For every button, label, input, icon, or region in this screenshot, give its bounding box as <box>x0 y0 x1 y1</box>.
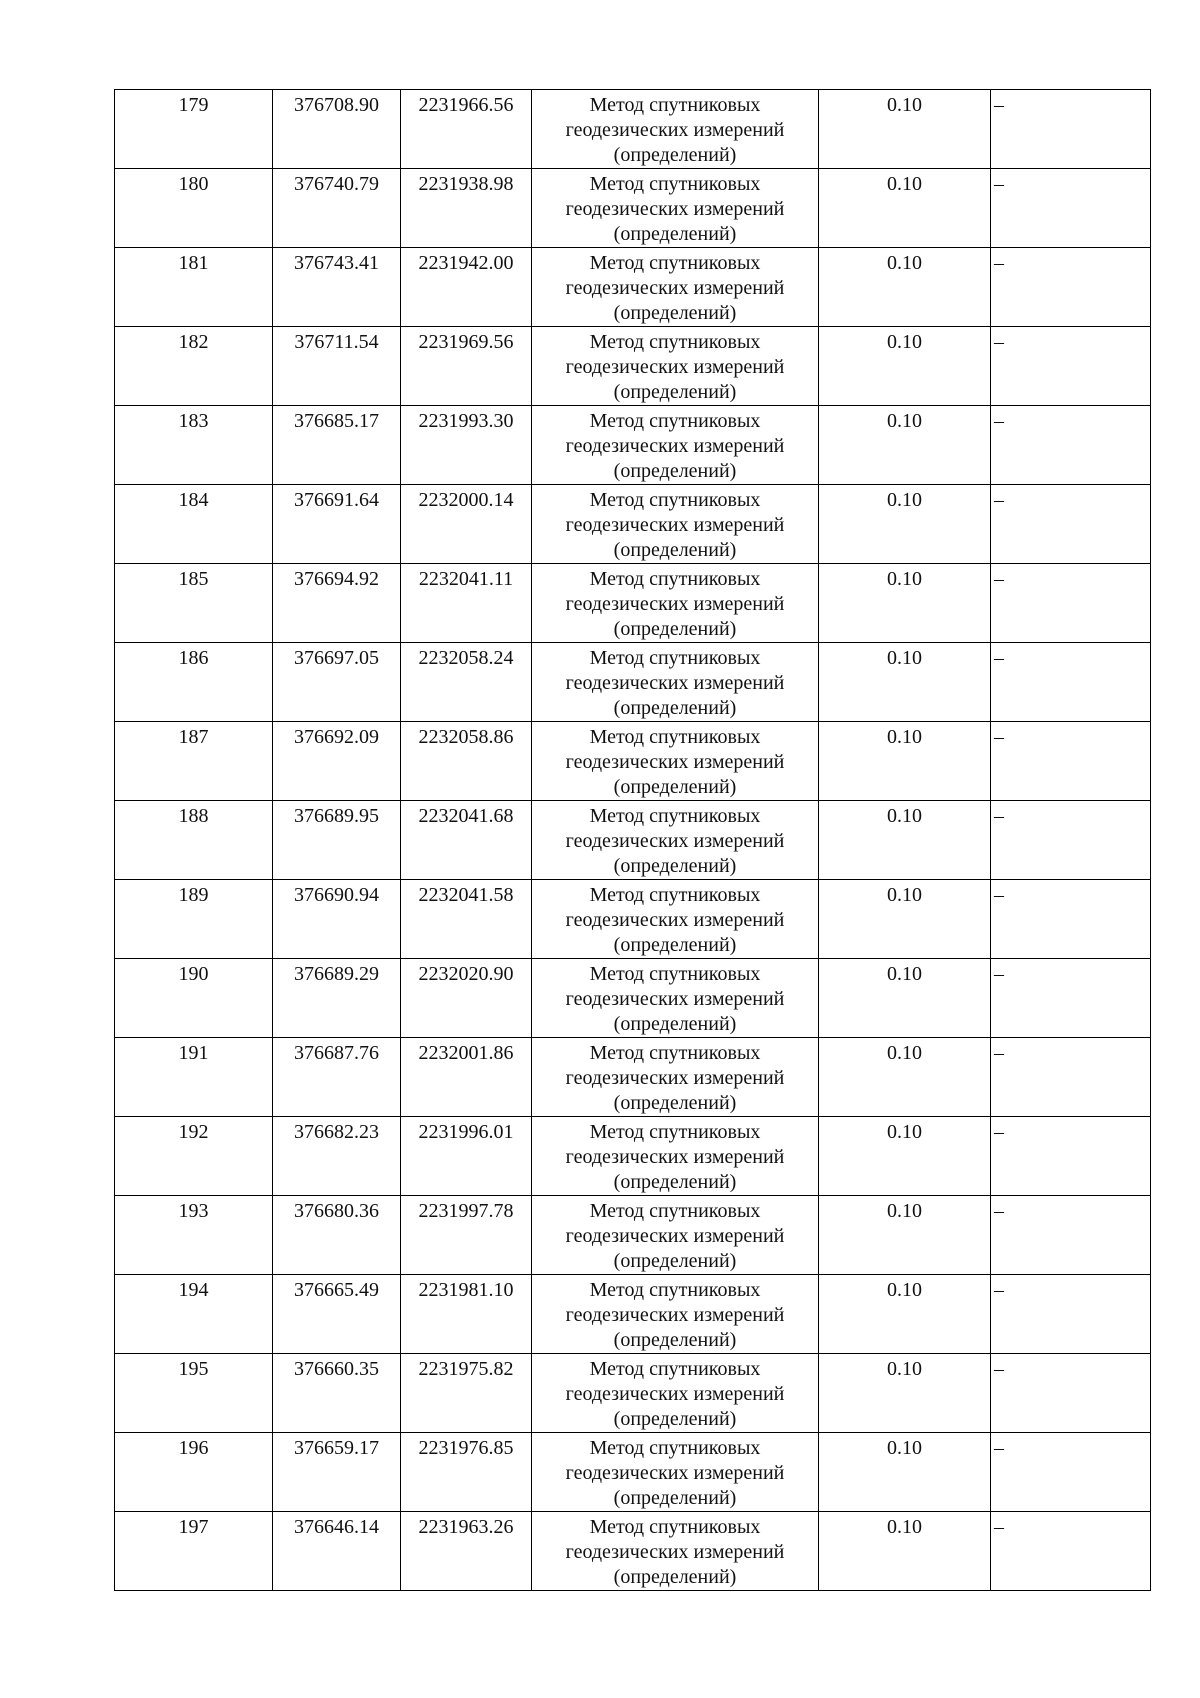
accuracy-cell: 0.10 <box>819 1354 991 1433</box>
accuracy-cell: 0.10 <box>819 959 991 1038</box>
point-number-cell: 186 <box>115 643 273 722</box>
point-number-cell: 193 <box>115 1196 273 1275</box>
x-coordinate-cell: 376680.36 <box>273 1196 401 1275</box>
table-row <box>115 1196 1151 1275</box>
y-coordinate-cell: 2232058.24 <box>401 643 532 722</box>
method-cell: Метод спутниковых геодезических измерений (определений) <box>532 90 819 169</box>
note-cell: – <box>991 1275 1151 1354</box>
method-cell: Метод спутниковых геодезических измерений (определений) <box>532 880 819 959</box>
y-coordinate-cell: 2232000.14 <box>401 485 532 564</box>
x-coordinate-cell: 376740.79 <box>273 169 401 248</box>
x-coordinate-cell: 376646.14 <box>273 1512 401 1591</box>
x-coordinate-cell: 376743.41 <box>273 248 401 327</box>
table-row <box>115 1275 1151 1354</box>
point-number-cell: 181 <box>115 248 273 327</box>
point-number-cell: 196 <box>115 1433 273 1512</box>
accuracy-cell: 0.10 <box>819 564 991 643</box>
point-number-cell: 190 <box>115 959 273 1038</box>
point-number-cell: 179 <box>115 90 273 169</box>
method-cell: Метод спутниковых геодезических измерений (определений) <box>532 248 819 327</box>
accuracy-cell: 0.10 <box>819 485 991 564</box>
y-coordinate-cell: 2232058.86 <box>401 722 532 801</box>
y-coordinate-cell: 2232001.86 <box>401 1038 532 1117</box>
note-cell: – <box>991 722 1151 801</box>
table-row <box>115 406 1151 485</box>
point-number-cell: 187 <box>115 722 273 801</box>
method-cell: Метод спутниковых геодезических измерений (определений) <box>532 169 819 248</box>
accuracy-cell: 0.10 <box>819 248 991 327</box>
accuracy-cell: 0.10 <box>819 1038 991 1117</box>
method-cell: Метод спутниковых геодезических измерений (определений) <box>532 1354 819 1433</box>
method-cell: Метод спутниковых геодезических измерений (определений) <box>532 1433 819 1512</box>
note-cell: – <box>991 90 1151 169</box>
y-coordinate-cell: 2231981.10 <box>401 1275 532 1354</box>
method-cell: Метод спутниковых геодезических измерений (определений) <box>532 801 819 880</box>
table-row <box>115 248 1151 327</box>
point-number-cell: 194 <box>115 1275 273 1354</box>
note-cell: – <box>991 406 1151 485</box>
table-row <box>115 564 1151 643</box>
y-coordinate-cell: 2231996.01 <box>401 1117 532 1196</box>
x-coordinate-cell: 376694.92 <box>273 564 401 643</box>
point-number-cell: 185 <box>115 564 273 643</box>
y-coordinate-cell: 2231997.78 <box>401 1196 532 1275</box>
point-number-cell: 182 <box>115 327 273 406</box>
accuracy-cell: 0.10 <box>819 90 991 169</box>
method-cell: Метод спутниковых геодезических измерений (определений) <box>532 1196 819 1275</box>
point-number-cell: 183 <box>115 406 273 485</box>
accuracy-cell: 0.10 <box>819 643 991 722</box>
note-cell: – <box>991 485 1151 564</box>
table-row <box>115 643 1151 722</box>
accuracy-cell: 0.10 <box>819 327 991 406</box>
table-row <box>115 1038 1151 1117</box>
table-row <box>115 801 1151 880</box>
table-row <box>115 485 1151 564</box>
x-coordinate-cell: 376665.49 <box>273 1275 401 1354</box>
note-cell: – <box>991 959 1151 1038</box>
y-coordinate-cell: 2232041.68 <box>401 801 532 880</box>
y-coordinate-cell: 2232041.58 <box>401 880 532 959</box>
x-coordinate-cell: 376697.05 <box>273 643 401 722</box>
y-coordinate-cell: 2232020.90 <box>401 959 532 1038</box>
table-row <box>115 327 1151 406</box>
accuracy-cell: 0.10 <box>819 169 991 248</box>
accuracy-cell: 0.10 <box>819 406 991 485</box>
accuracy-cell: 0.10 <box>819 880 991 959</box>
note-cell: – <box>991 1196 1151 1275</box>
point-number-cell: 180 <box>115 169 273 248</box>
y-coordinate-cell: 2231963.26 <box>401 1512 532 1591</box>
coordinates-table <box>114 89 1151 1591</box>
note-cell: – <box>991 1512 1151 1591</box>
method-cell: Метод спутниковых геодезических измерений (определений) <box>532 1512 819 1591</box>
x-coordinate-cell: 376682.23 <box>273 1117 401 1196</box>
table-row <box>115 1117 1151 1196</box>
x-coordinate-cell: 376685.17 <box>273 406 401 485</box>
point-number-cell: 188 <box>115 801 273 880</box>
method-cell: Метод спутниковых геодезических измерений (определений) <box>532 564 819 643</box>
method-cell: Метод спутниковых геодезических измерений (определений) <box>532 1038 819 1117</box>
accuracy-cell: 0.10 <box>819 722 991 801</box>
point-number-cell: 197 <box>115 1512 273 1591</box>
x-coordinate-cell: 376659.17 <box>273 1433 401 1512</box>
note-cell: – <box>991 643 1151 722</box>
note-cell: – <box>991 327 1151 406</box>
point-number-cell: 189 <box>115 880 273 959</box>
note-cell: – <box>991 1354 1151 1433</box>
x-coordinate-cell: 376690.94 <box>273 880 401 959</box>
note-cell: – <box>991 169 1151 248</box>
point-number-cell: 184 <box>115 485 273 564</box>
note-cell: – <box>991 1038 1151 1117</box>
method-cell: Метод спутниковых геодезических измерений (определений) <box>532 959 819 1038</box>
method-cell: Метод спутниковых геодезических измерений (определений) <box>532 722 819 801</box>
point-number-cell: 195 <box>115 1354 273 1433</box>
table-row <box>115 1354 1151 1433</box>
method-cell: Метод спутниковых геодезических измерений (определений) <box>532 327 819 406</box>
accuracy-cell: 0.10 <box>819 1433 991 1512</box>
note-cell: – <box>991 248 1151 327</box>
accuracy-cell: 0.10 <box>819 1117 991 1196</box>
y-coordinate-cell: 2231976.85 <box>401 1433 532 1512</box>
note-cell: – <box>991 1117 1151 1196</box>
table-row <box>115 90 1151 169</box>
table-row <box>115 880 1151 959</box>
y-coordinate-cell: 2231993.30 <box>401 406 532 485</box>
y-coordinate-cell: 2231969.56 <box>401 327 532 406</box>
note-cell: – <box>991 801 1151 880</box>
table-row <box>115 1433 1151 1512</box>
point-number-cell: 192 <box>115 1117 273 1196</box>
table-body <box>115 90 1151 1591</box>
x-coordinate-cell: 376660.35 <box>273 1354 401 1433</box>
method-cell: Метод спутниковых геодезических измерений (определений) <box>532 1275 819 1354</box>
table-row <box>115 959 1151 1038</box>
accuracy-cell: 0.10 <box>819 1275 991 1354</box>
note-cell: – <box>991 1433 1151 1512</box>
method-cell: Метод спутниковых геодезических измерений (определений) <box>532 485 819 564</box>
table-row <box>115 1512 1151 1591</box>
x-coordinate-cell: 376687.76 <box>273 1038 401 1117</box>
x-coordinate-cell: 376708.90 <box>273 90 401 169</box>
x-coordinate-cell: 376692.09 <box>273 722 401 801</box>
x-coordinate-cell: 376689.29 <box>273 959 401 1038</box>
x-coordinate-cell: 376689.95 <box>273 801 401 880</box>
method-cell: Метод спутниковых геодезических измерений (определений) <box>532 643 819 722</box>
note-cell: – <box>991 880 1151 959</box>
x-coordinate-cell: 376711.54 <box>273 327 401 406</box>
y-coordinate-cell: 2231966.56 <box>401 90 532 169</box>
y-coordinate-cell: 2231942.00 <box>401 248 532 327</box>
table-row <box>115 722 1151 801</box>
accuracy-cell: 0.10 <box>819 1196 991 1275</box>
point-number-cell: 191 <box>115 1038 273 1117</box>
table-row <box>115 169 1151 248</box>
note-cell: – <box>991 564 1151 643</box>
method-cell: Метод спутниковых геодезических измерений (определений) <box>532 406 819 485</box>
y-coordinate-cell: 2231975.82 <box>401 1354 532 1433</box>
accuracy-cell: 0.10 <box>819 801 991 880</box>
accuracy-cell: 0.10 <box>819 1512 991 1591</box>
x-coordinate-cell: 376691.64 <box>273 485 401 564</box>
y-coordinate-cell: 2232041.11 <box>401 564 532 643</box>
method-cell: Метод спутниковых геодезических измерений (определений) <box>532 1117 819 1196</box>
y-coordinate-cell: 2231938.98 <box>401 169 532 248</box>
